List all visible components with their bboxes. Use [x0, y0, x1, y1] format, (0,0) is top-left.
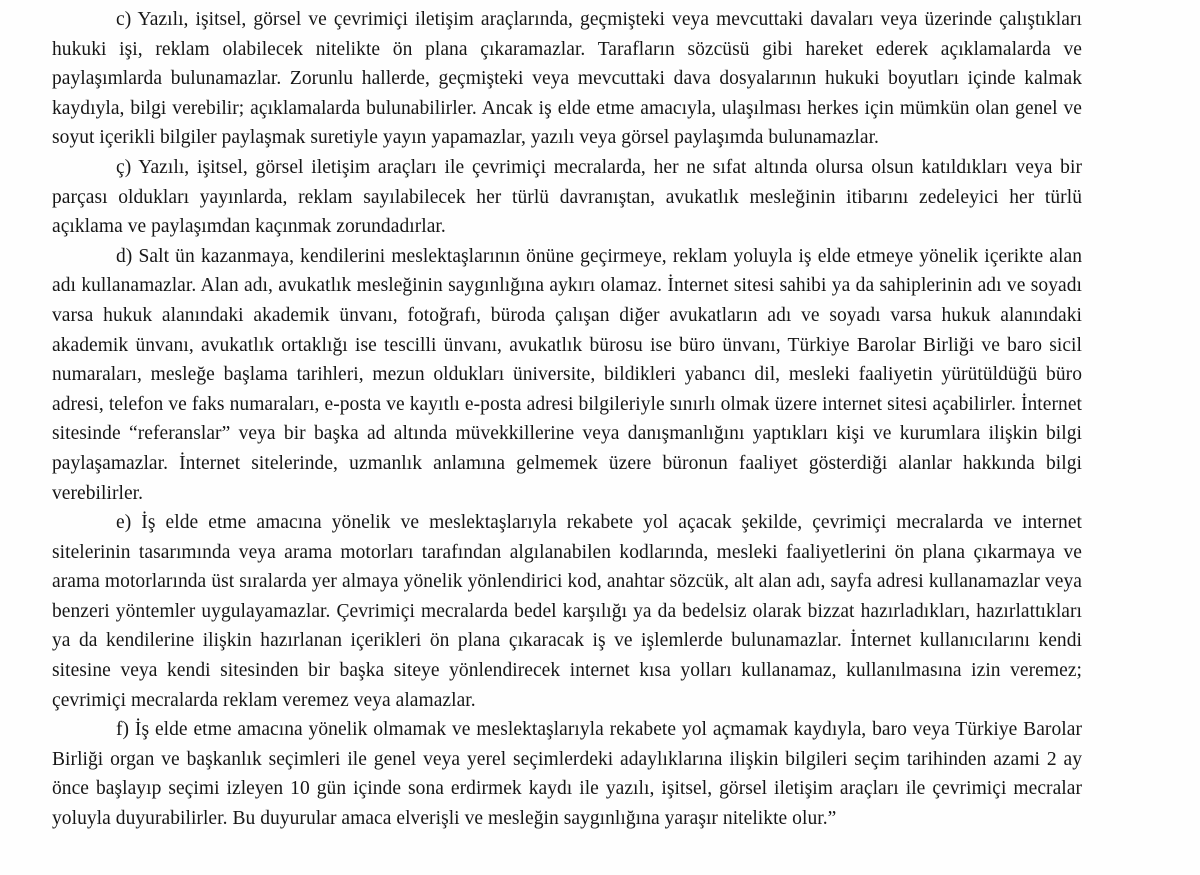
- paragraph-d: d) Salt ün kazanmaya, kendilerini meslektaşlarının önüne geçirmeye, reklam yoluyla iş elde etmeye yönelik içerikte alan adı kullanamazlar. Alan adı, avukatlık mesleğinin saygınlığına aykırı olamaz. İnternet sitesi sahibi ya da sahiplerinin adı ve soyadı varsa hukuk alanındaki akademik ünvanı, fotoğrafı, büroda çalışan diğer avukatların adı ve soyadı varsa hukuk alanındaki akademik ünvanı, avukatlık ortaklığı ise tescilli ünvanı, avukatlık bürosu ise büro ünvanı, Türkiye Barolar Birliği ve baro sicil numaraları, mesleğe başlama tarihleri, mezun oldukları üniversite, bildikleri yabancı dil, mesleki faaliyetin yürütüldüğü büro adresi, telefon ve faks numaraları, e-posta ve kayıtlı e-posta adresi bilgileriyle sınırlı olmak üzere internet sitesi açabilirler. İnternet sitesinde “referanslar” veya bir başka ad altında müvekkillerine veya danışmanlığını yaptıkları kişi ve kurumlara ilişkin bilgi paylaşamazlar. İnternet sitelerinde, uzmanlık anlamına gelmemek üzere büronun faaliyet gösterdiği alanlar hakkında bilgi verebilirler.: [52, 245, 1082, 504]
- paragraph-c-cedilla: ç) Yazılı, işitsel, görsel iletişim araçları ile çevrimiçi mecralarda, her ne sıfat altında olursa olsun katıldıkları veya bir parçası oldukları yayınlarda, reklam sayılabilecek her türlü davranıştan, avukatlık mesleğinin itibarını zedeleyici her türlü açıklama ve paylaşımdan kaçınmak zorundadırlar.: [52, 156, 1082, 238]
- paragraph-f: f) İş elde etme amacına yönelik olmamak ve meslektaşlarıyla rekabete yol açmamak kaydıyla, baro veya Türkiye Barolar Birliği organ ve başkanlık seçimleri ile genel veya yerel seçimlerdeki adaylıklarına ilişkin bilgileri seçim tarihinden azami 2 ay önce başlayıp seçimi izleyen 10 gün içinde sona erdirmek kaydı ile yazılı, işitsel, görsel iletişim araçları ile çevrimiçi mecralar yoluyla duyurabilirler. Bu duyurular amaca elverişli ve mesleğin saygınlığına yaraşır nitelikte olur.”: [52, 719, 1082, 830]
- paragraph-e: e) İş elde etme amacına yönelik ve meslektaşlarıyla rekabete yol açacak şekilde, çevrimiçi mecralarda ve internet sitelerinin tasarımında veya arama motorları tarafından algılanabilen kodlarında, mesleki faaliyetlerini ön plana çıkarmaya ve arama motorlarında üst sıralarda yer almaya yönelik yönlendirici kod, anahtar sözcük, alt alan adı, sayfa adresi kullanamazlar veya benzeri yöntemler uygulayamazlar. Çevrimiçi mecralarda bedel karşılığı ya da bedelsiz olarak bizzat hazırladıkları, hazırlattıkları ya da kendilerine ilişkin hazırlanan içerikleri ön plana çıkaracak iş ve işlemlerde bulunamazlar. İnternet kullanıcılarını kendi sitesine veya kendi sitesinden bir başka siteye yönlendirecek internet kısa yolları kullanamaz, kullanılmasına izin veremez; çevrimiçi mecralarda reklam veremez veya alamazlar.: [52, 512, 1082, 711]
- regulation-text: [52, 5, 1082, 834]
- paragraph-c: c) Yazılı, işitsel, görsel ve çevrimiçi iletişim araçlarında, geçmişteki veya mevcuttaki davaları veya üzerinde çalıştıkları hukuki işi, reklam olabilecek nitelikte ön plana çıkaramazlar. Tarafların sözcüsü gibi hareket ederek açıklamalarda ve paylaşımlarda bulunamazlar. Zorunlu hallerde, geçmişteki veya mevcuttaki dava dosyalarının hukuki boyutları içinde kalmak kaydıyla, bilgi verebilir; açıklamalarda bulunabilirler. Ancak iş elde etme amacıyla, ulaşılması herkes için mümkün olan genel ve soyut içerikli bilgiler paylaşmak suretiyle yayın yapamazlar, yazılı veya görsel paylaşımda bulunamazlar.: [52, 9, 1082, 149]
